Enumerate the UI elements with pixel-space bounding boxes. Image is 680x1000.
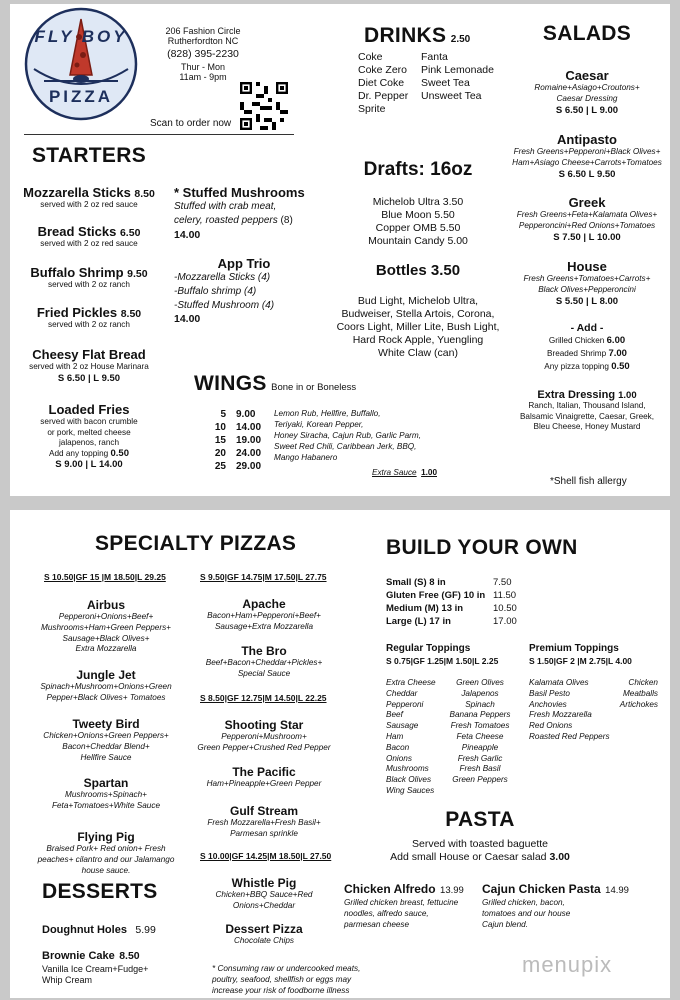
pizza-desc: Hellfire Sauce — [80, 752, 132, 762]
specialty-pizza — [26, 668, 186, 704]
pizza-desc: Mushrooms+Ham+Green Peppers+ — [41, 622, 171, 632]
scan-to-order: Scan to order now — [150, 118, 232, 129]
topping: Spinach — [465, 699, 495, 709]
item-price: S 6.50 | L 9.50 — [57, 372, 121, 384]
topping: Beef — [386, 710, 403, 720]
pizza-desc: Sausage+Black Olives+ — [62, 633, 150, 643]
starter-item-fries — [14, 402, 164, 470]
specialty-mid-prices-3: S 10.00|GF 14.25|M 18.50|L 27.50 — [200, 851, 332, 861]
item-price: 14.00 — [174, 229, 201, 241]
size-label: Gluten Free (GF) 10 in — [386, 590, 486, 601]
pizza-name: Flying Pig — [77, 830, 135, 844]
open-days: Thur - Mon — [180, 62, 225, 72]
topping: Green Peppers — [452, 775, 508, 785]
pizza-desc: Ham+Pineapple+Green Pepper — [206, 779, 322, 788]
item-desc: Caesar Dressing — [556, 93, 618, 103]
item-name: Loaded Fries — [48, 402, 130, 417]
pizza-desc: Pepper+Black Olives+ Tomatoes — [46, 692, 166, 702]
wing-count: 5 — [220, 409, 226, 420]
shellfish-allergy: *Shell fish allergy — [550, 476, 627, 487]
drink-item: Dr. Pepper — [358, 90, 409, 102]
wing-flavor-line: Sweet Red Chili, Caribbean Jerk, BBQ, — [274, 442, 417, 451]
drink-item: Coke — [358, 51, 383, 63]
starter-item — [14, 224, 164, 250]
bottle-line: Bud Light, Michelob Ultra, — [357, 295, 479, 307]
drafts-list — [328, 196, 508, 248]
wing-price: 9.00 — [236, 409, 256, 420]
topping: Fresh Garlic — [457, 753, 503, 763]
premium-toppings-prices: S 1.50|GF 2 |M 2.75|L 4.00 — [529, 656, 632, 666]
drinks-col-1 — [358, 51, 408, 116]
item-desc: Ham+Asiago Cheese+Carrots+Tomatoes — [512, 157, 662, 167]
addon-label: Add any topping — [49, 448, 109, 458]
drinks-title-row — [364, 24, 470, 48]
item-desc: Fresh Greens+Pepperoni+Black Olives+ — [513, 147, 661, 156]
drink-item: Sprite — [358, 103, 386, 115]
pasta-price: 14.99 — [605, 885, 629, 896]
watermark: menupix — [522, 952, 613, 977]
pasta-subtitle — [360, 838, 600, 864]
size-price: 7.50 — [493, 577, 512, 588]
item-desc: Black Olives+Pepperoncini — [538, 284, 636, 294]
pizza-name: Gulf Stream — [229, 804, 298, 818]
pasta-sub-2-price: 3.00 — [549, 851, 570, 863]
topping: Kalamata Olives — [529, 678, 589, 687]
bottle-line: Budweiser, Stella Artois, Corona, — [341, 308, 495, 320]
wing-flavors — [274, 408, 454, 463]
topping: Fresh Basil — [459, 764, 501, 774]
wing-flavor-line: Teriyaki, Korean Pepper, — [274, 420, 364, 429]
pizza-name: Shooting Star — [224, 718, 304, 732]
item-name: * Stuffed Mushrooms — [174, 185, 305, 200]
topping: Jalapenos — [461, 688, 499, 698]
extra-dressing — [502, 389, 670, 433]
wing-counts — [206, 408, 226, 473]
pizza-desc: Green Pepper+Crushed Red Pepper — [197, 742, 331, 752]
topping: Roasted Red Peppers — [529, 731, 610, 741]
item-price: S 6.50 L 9.50 — [558, 168, 616, 180]
trio-item: -Buffalo shrimp (4) — [174, 286, 257, 297]
salad-adds — [502, 322, 670, 373]
logo-text-top: FLY BOY — [34, 27, 128, 46]
drink-item: Pink Lemonade — [421, 64, 494, 76]
topping: Green Olives — [456, 678, 504, 687]
open-hours: 11am - 9pm — [179, 72, 227, 82]
pizza-desc: peaches+ cilantro and our Jalamango — [37, 854, 175, 864]
drink-item: Diet Coke — [358, 77, 405, 89]
item-name: Greek — [568, 195, 606, 210]
dessert-doughnut — [42, 920, 156, 938]
wing-prices — [236, 408, 276, 473]
stuffed-mushrooms — [174, 185, 314, 241]
pizza-desc: Bacon+Cheddar Blend+ — [62, 741, 150, 751]
wing-count: 10 — [214, 422, 226, 433]
dressing-line: Bleu Cheese, Honey Mustard — [533, 422, 641, 431]
salads-title: SALADS — [542, 22, 632, 45]
salad-item — [502, 195, 670, 243]
pasta-item — [482, 880, 662, 930]
draft-item: Blue Moon 5.50 — [381, 209, 455, 221]
pasta-desc: parmesan cheese — [344, 919, 410, 929]
pizza-desc: Chocolate Chips — [233, 936, 295, 945]
starter-item-cheesy — [14, 347, 164, 384]
specialty-pizza — [26, 598, 186, 655]
extra-sauce — [372, 462, 437, 480]
item-name: Antipasto — [557, 132, 617, 147]
wing-price: 19.00 — [236, 435, 262, 446]
pasta-name: Cajun Chicken Pasta — [482, 882, 601, 896]
pizza-desc: Extra Mozzarella — [75, 644, 137, 654]
logo — [24, 7, 138, 121]
pizza-desc: Chicken+Onions+Green Peppers+ — [43, 731, 169, 740]
wing-flavor-line: Lemon Rub, Hellfire, Buffallo, — [274, 409, 381, 418]
salad-item — [502, 132, 670, 180]
item-name: Buffalo Shrimp — [30, 265, 124, 280]
contact-info — [148, 26, 258, 82]
topping: Bacon — [386, 742, 410, 752]
pizza-name: Tweety Bird — [72, 717, 140, 731]
item-price: S 6.50 | L 9.00 — [555, 104, 619, 116]
disclaimer-line: increase your risk of foodborne illness — [212, 985, 350, 995]
drinks-title: DRINKS — [364, 24, 447, 47]
pasta-desc: noodles, alfredo sauce, — [344, 908, 429, 918]
dessert-desc: Vanilla Ice Cream+Fudge+ — [42, 964, 149, 974]
salad-item — [502, 259, 670, 307]
topping: Sausage — [386, 721, 419, 731]
regular-toppings-col-1 — [386, 678, 436, 797]
item-name: Fried Pickles — [36, 305, 118, 320]
extra-dressing-label: Extra Dressing — [537, 389, 616, 401]
pizza-name: Dessert Pizza — [225, 922, 303, 936]
pizza-name: Whistle Pig — [231, 876, 297, 890]
item-price: S 9.00 | L 14.00 — [55, 459, 123, 470]
draft-item: Copper OMB 5.50 — [375, 222, 461, 234]
topping: Pineapple — [461, 742, 499, 752]
size-label: Medium (M) 13 in — [386, 603, 464, 614]
add-title: - Add - — [570, 322, 604, 334]
regular-toppings-prices: S 0.75|GF 1.25|M 1.50|L 2.25 — [386, 656, 499, 666]
dessert-desc: Whip Cream — [42, 975, 93, 985]
premium-toppings-title: Premium Toppings — [529, 643, 619, 654]
starter-item — [14, 265, 164, 291]
item-desc: Fresh Greens+Feta+Kalamata Olives+ — [516, 210, 658, 219]
dessert-name: Doughnut Holes — [42, 924, 127, 936]
item-price: 14.00 — [174, 313, 201, 325]
pasta-sub-1: Served with toasted baguette — [411, 838, 548, 850]
topping: Pepperoni — [386, 699, 424, 709]
pizza-desc: house sauce. — [81, 865, 131, 875]
add-price: 6.00 — [606, 335, 626, 346]
pasta-desc: Grilled chicken, bacon, — [482, 898, 565, 907]
pizza-name: Jungle Jet — [76, 668, 136, 682]
pizza-desc: Chicken+BBQ Sauce+Red — [215, 890, 313, 899]
item-count: (8) — [280, 215, 293, 226]
topping: Artichokes — [619, 699, 658, 709]
starter-item — [14, 305, 164, 331]
bottle-line: Hard Rock Apple, Yuengling — [352, 334, 484, 346]
pasta-title: PASTA — [445, 808, 515, 831]
dessert-price: 5.99 — [135, 924, 156, 936]
item-desc: Pepperoncini+Red Onions+Tomatoes — [518, 220, 656, 230]
specialty-pizza — [188, 644, 340, 680]
bottles-list — [308, 295, 528, 360]
pizza-desc: Sausage+Extra Mozzarella — [214, 621, 314, 631]
pizza-name: The Bro — [241, 644, 287, 658]
disclaimer — [212, 964, 392, 996]
item-desc: Fresh Greens+Tomatoes+Carrots+ — [523, 274, 651, 283]
premium-toppings-col-1 — [529, 678, 610, 743]
topping: Extra Cheese — [386, 678, 436, 687]
item-desc: served with 2 oz red sauce — [40, 200, 138, 209]
pizza-name: The Pacific — [232, 765, 296, 779]
specialty-left-prices: S 10.50|GF 15 |M 18.50|L 29.25 — [44, 572, 166, 582]
specialty-title: SPECIALTY PIZZAS — [95, 532, 297, 555]
item-name: Bread Sticks — [37, 224, 117, 239]
bottle-line: White Claw (can) — [378, 347, 458, 359]
wing-count: 20 — [214, 448, 226, 459]
pizza-desc: Pepperoni+Mushroom+ — [221, 732, 307, 741]
size-price: 11.50 — [493, 590, 517, 601]
item-price: 8.50 — [120, 308, 142, 320]
topping: Fresh Tomatoes — [450, 721, 510, 731]
pizza-desc: Fresh Mozzarella+Fresh Basil+ — [207, 818, 321, 827]
address-line-2: Rutherfordton NC — [167, 36, 239, 46]
wings-subtitle: Bone in or Boneless — [271, 382, 357, 393]
logo-text-bottom: PIZZA — [48, 87, 114, 106]
wing-price: 14.00 — [236, 422, 262, 433]
salad-item — [502, 68, 670, 116]
topping: Feta Cheese — [456, 731, 504, 741]
item-name: Cheesy Flat Bread — [32, 347, 146, 362]
wings-section — [194, 372, 454, 396]
pasta-desc: tomatoes and our house — [482, 908, 571, 918]
size-prices — [493, 576, 543, 628]
pizza-desc: Special Sauce — [237, 668, 291, 678]
bottle-line: Coors Light, Miller Lite, Bush Light, — [336, 321, 500, 333]
pizza-desc: Spinach+Mushroom+Onions+Green — [40, 682, 172, 691]
extra-sauce-label: Extra Sauce — [372, 468, 417, 477]
item-desc: served with 2 oz red sauce — [40, 239, 138, 248]
item-price: 9.50 — [127, 268, 148, 280]
add-price: 7.00 — [608, 348, 627, 359]
specialty-pizza — [188, 804, 340, 840]
trio-item: -Mozzarella Sticks (4) — [174, 272, 271, 283]
item-desc: served with bacon crumble — [40, 417, 138, 426]
extra-sauce-price: 1.00 — [421, 468, 437, 477]
header-divider — [24, 134, 294, 135]
add-item: Any pizza topping — [544, 362, 609, 371]
specialty-mid-prices-2: S 8.50|GF 12.75|M 14.50|L 22.25 — [200, 693, 327, 703]
address-line-1: 206 Fashion Circle — [165, 26, 241, 36]
topping: Cheddar — [386, 688, 418, 698]
dressing-line: Balsamic Vinaigrette, Caesar, Greek, — [519, 411, 655, 421]
topping: Mushrooms — [386, 764, 429, 774]
item-name: House — [567, 259, 607, 274]
drink-item: Coke Zero — [358, 64, 408, 76]
drinks-price: 2.50 — [450, 34, 471, 45]
specialty-pizza — [26, 717, 186, 763]
premium-toppings-col-2 — [602, 678, 658, 710]
add-item: Breaded Shrimp — [547, 349, 607, 358]
pizza-desc: Feta+Tomatoes+White Sauce — [51, 800, 160, 810]
wing-count: 25 — [214, 461, 226, 472]
item-price: 8.50 — [134, 188, 155, 200]
drink-item: Fanta — [421, 51, 448, 63]
size-price: 17.00 — [493, 616, 517, 627]
item-name: App Trio — [217, 256, 271, 271]
topping: Red Onions — [529, 721, 573, 731]
disclaimer-line: * Consuming raw or undercooked meats, — [212, 964, 361, 973]
pizza-desc: Pepperoni+Onions+Beef+ — [58, 612, 154, 621]
draft-item: Mountain Candy 5.00 — [368, 235, 468, 247]
extra-dressing-price: 1.00 — [618, 390, 637, 401]
topping: Chicken — [628, 678, 658, 687]
item-desc: or pork, melted cheese — [47, 427, 131, 437]
topping: Basil Pesto — [529, 688, 570, 698]
specialty-pizza — [188, 765, 340, 790]
size-label: Large (L) 17 in — [386, 616, 451, 627]
pasta-item — [344, 880, 484, 930]
addon-price: 0.50 — [110, 447, 129, 459]
topping: Wing Sauces — [386, 785, 435, 795]
regular-toppings-title: Regular Toppings — [386, 643, 471, 654]
disclaimer-line: poultry, seafood, shellfish or eggs may — [212, 974, 352, 984]
wings-title: WINGS — [194, 372, 267, 395]
pasta-sub-2: Add small House or Caesar salad — [390, 851, 547, 863]
pizza-desc: Mushrooms+Spinach+ — [65, 790, 147, 799]
drinks-col-2 — [421, 51, 494, 103]
item-desc: served with 2 oz ranch — [48, 280, 130, 289]
wing-flavor-line: Mango Habanero — [274, 453, 338, 462]
add-item: Grilled Chicken — [548, 336, 605, 345]
drink-item: Unsweet Tea — [421, 90, 482, 102]
item-price: S 7.50 | L 10.00 — [553, 231, 621, 243]
pizza-desc: Braised Pork+ Red onion+ Fresh — [46, 844, 166, 853]
add-price: 0.50 — [611, 361, 630, 372]
pizza-name: Airbus — [86, 598, 125, 612]
topping: Fresh Mozzarella — [529, 710, 592, 720]
pizza-desc: Onions+Cheddar — [232, 900, 296, 910]
pasta-desc: Grilled chicken breast, fettucine — [344, 898, 459, 907]
topping: Banana Peppers — [449, 710, 511, 720]
wing-count: 15 — [214, 435, 226, 446]
topping: Black Olives — [386, 775, 432, 785]
menu-page-1 — [10, 4, 670, 496]
drink-item: Sweet Tea — [421, 77, 470, 89]
pizza-desc: Bacon+Ham+Pepperoni+Beef+ — [207, 611, 321, 620]
pasta-name: Chicken Alfredo — [344, 882, 436, 896]
item-name: Caesar — [565, 68, 609, 83]
qr-code-icon[interactable] — [240, 82, 288, 130]
item-desc: served with 2 oz ranch — [48, 320, 130, 329]
bottles-title: Bottles 3.50 — [375, 262, 461, 279]
specialty-pizza — [26, 776, 186, 812]
wing-price: 24.00 — [236, 448, 262, 459]
topping: Anchovies — [529, 699, 567, 709]
dessert-price: 8.50 — [119, 950, 140, 962]
size-price: 10.50 — [493, 603, 517, 614]
pasta-desc: Cajun blend. — [482, 919, 528, 929]
item-price: S 5.50 | L 8.00 — [555, 295, 619, 307]
size-label: Small (S) 8 in — [386, 577, 446, 588]
specialty-pizza — [188, 597, 340, 633]
specialty-pizza — [188, 876, 340, 912]
dessert-brownie — [42, 946, 148, 986]
pizza-name: Spartan — [83, 776, 129, 790]
item-desc: Romaine+Asiago+Croutons+ — [534, 83, 640, 92]
item-price: 6.50 — [119, 227, 141, 239]
specialty-pizza — [188, 718, 340, 754]
item-desc: Stuffed with crab meat, — [174, 201, 277, 212]
starters-title: STARTERS — [32, 144, 147, 167]
specialty-pizza — [188, 922, 340, 947]
item-desc: jalapenos, ranch — [58, 438, 120, 447]
topping: Ham — [386, 731, 404, 741]
wing-flavor-line: Honey Siracha, Cajun Rub, Garlic Parm, — [274, 431, 421, 440]
item-desc: celery, roasted peppers — [174, 215, 278, 226]
dressing-line: Ranch, Italian, Thousand Island, — [528, 401, 646, 410]
starter-item — [14, 185, 164, 211]
pizza-desc: Beef+Bacon+Cheddar+Pickles+ — [205, 658, 323, 667]
app-trio — [174, 256, 314, 325]
drafts-title: Drafts: 16oz — [363, 159, 473, 180]
item-name: Mozzarella Sticks — [23, 185, 131, 200]
specialty-mid-prices-1: S 9.50|GF 14.75|M 17.50|L 27.75 — [200, 572, 327, 582]
specialty-pizza — [26, 830, 186, 876]
menu-page-2 — [10, 510, 670, 998]
pizza-desc: Parmesan sprinkle — [230, 828, 298, 838]
regular-toppings-col-2 — [442, 678, 518, 786]
pasta-price: 13.99 — [440, 885, 464, 896]
topping: Meatballs — [622, 688, 658, 698]
draft-item: Michelob Ultra 3.50 — [372, 196, 464, 208]
wing-price: 29.00 — [236, 461, 262, 472]
trio-item: -Stuffed Mushroom (4) — [174, 300, 275, 311]
topping: Onions — [386, 753, 412, 763]
item-desc: served with 2 oz House Marinara — [29, 362, 149, 371]
desserts-title: DESSERTS — [42, 880, 158, 903]
dessert-name: Brownie Cake — [42, 950, 115, 962]
build-title: BUILD YOUR OWN — [386, 536, 578, 559]
phone-number: (828) 395-2230 — [167, 48, 239, 60]
pizza-name: Apache — [242, 597, 286, 611]
